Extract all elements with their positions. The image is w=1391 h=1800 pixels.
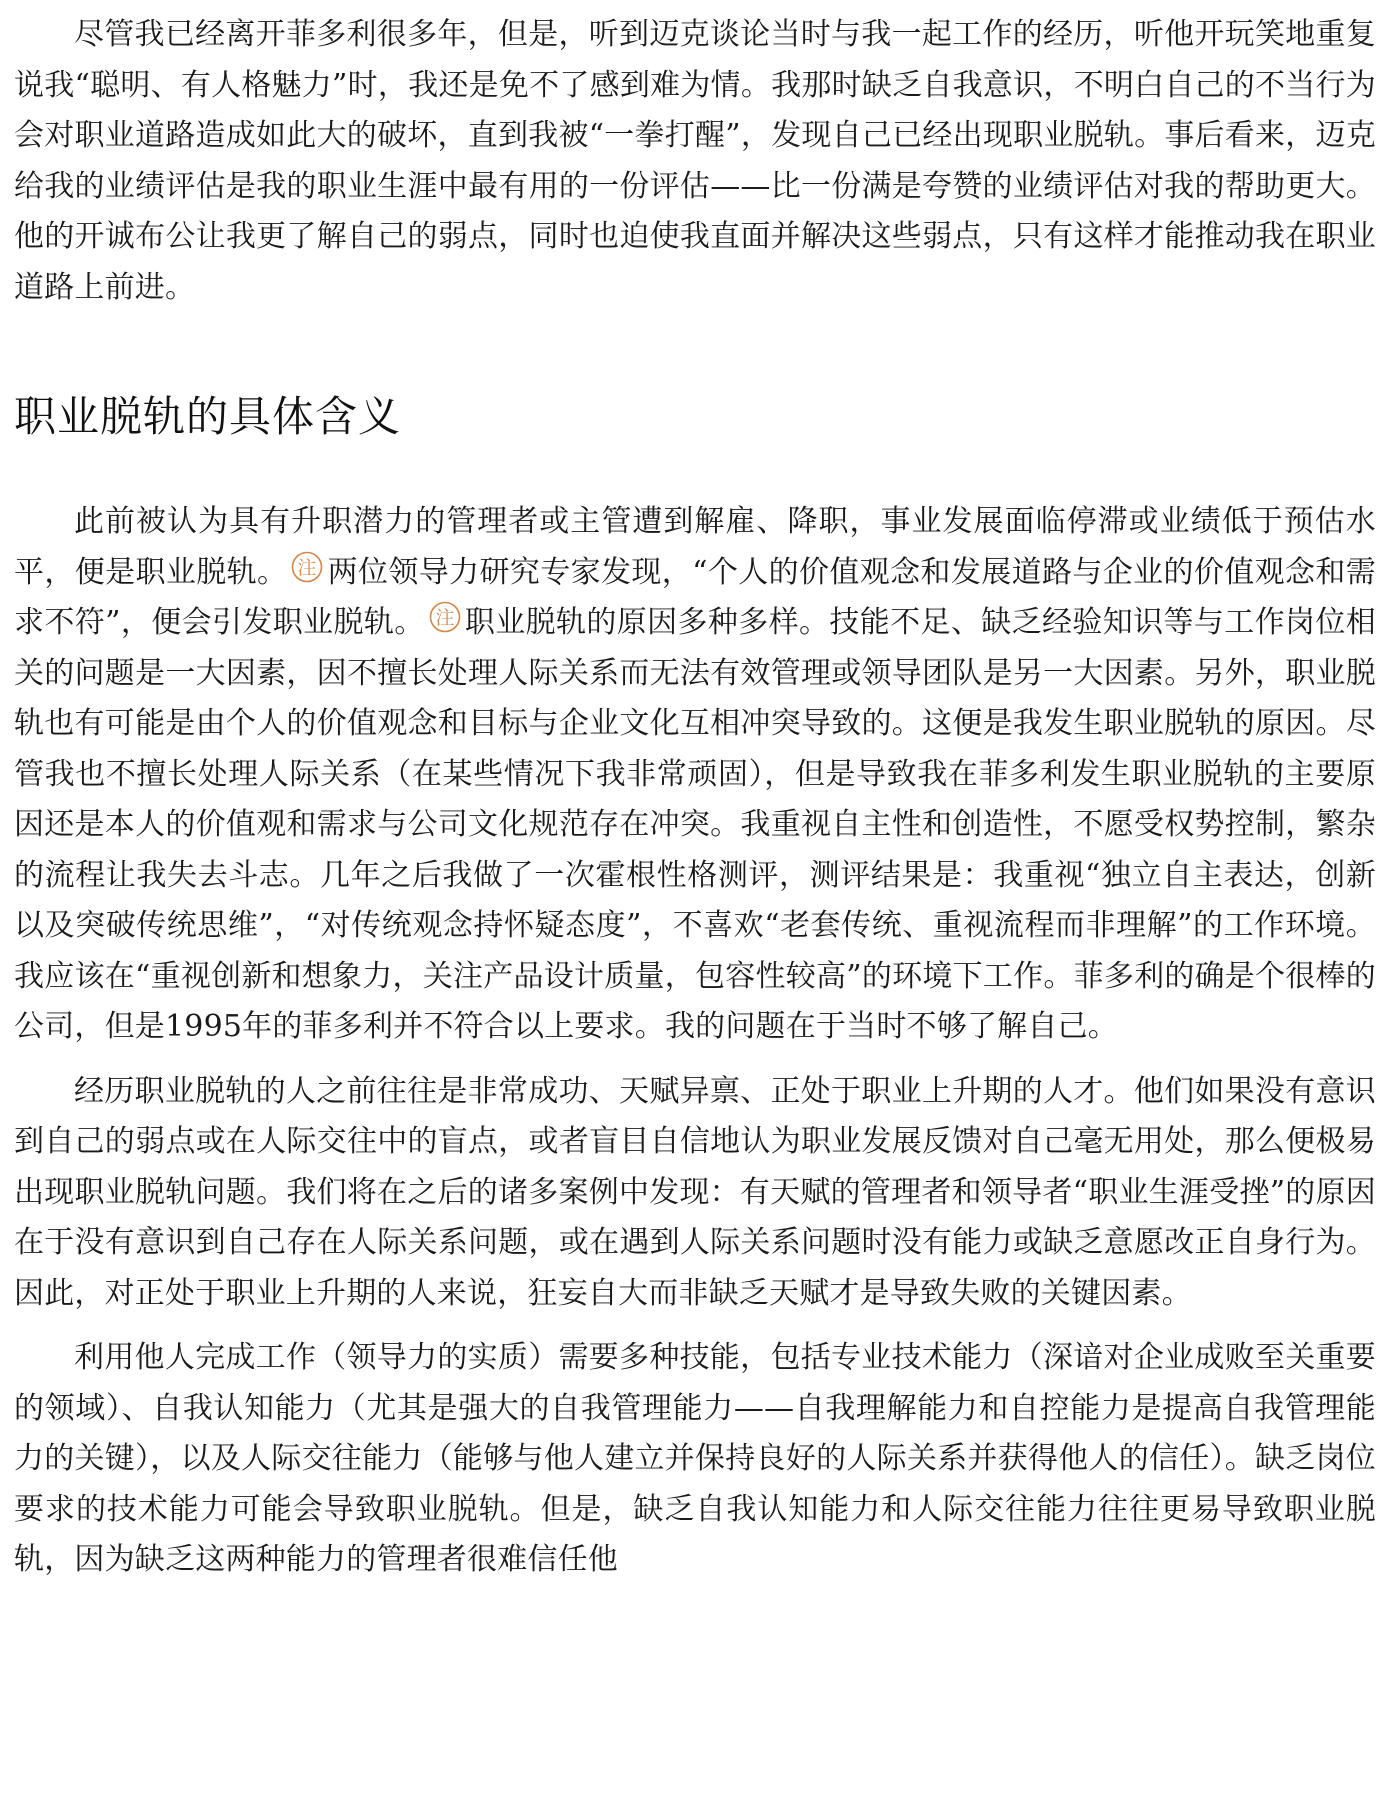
section-heading: 职业脱轨的具体含义 [14, 392, 402, 441]
paragraph-definition-part-3: 职业脱轨的原因多种多样。技能不足、缺乏经验知识等与工作岗位相关的问题是一大因素，因不擅长处理人际关系而无法有效管理或领导团队是另一大因素。另外，职业脱轨也有可能是由个人的价值观念和目标与企业文化互相冲突导致的。这便是我发生职业脱轨的原因。尽管我也不擅长处理人际关系（在某些情况下我非常顽固），但是导致我在菲多利发生职业脱轨的主要原因还是本人的价值观和需求与公司文化规范存在冲突。我重视自主性和创造性，不愿受权势控制，繁杂的流程让我失去斗志。几年之后我做了一次霍根性格测评，测评结果是：我重视“独立自主表达，创新以及突破传统思维”，“对传统观念持怀疑态度”，不喜欢“老套传统、重视流程而非理解”的工作环境。我应该在“重视创新和想象力，关注产品设计质量，包容性较高”的环境下工作。菲多利的确是个很棒的公司，但是1995年的菲多利并不符合以上要求。我的问题在于当时不够了解自己。 [14, 605, 1376, 1044]
footnote-marker-icon[interactable] [428, 600, 462, 634]
paragraph-definition-part-2: 两位领导力研究专家发现，“个人的价值观念和发展道路与企业的价值观念和需求不符”，便会引发职业脱轨。 [14, 554, 1376, 640]
paragraph-skills: 利用他人完成工作（领导力的实质）需要多种技能，包括专业技术能力（深谙对企业成败至关重要的领域）、自我认知能力（尤其是强大的自我管理能力——自我理解能力和自控能力是提高自我管理能力的关键），以及人际交往能力（能够与他人建立并保持良好的人际关系并获得他人的信任）。缺乏岗位要求的技术能力可能会导致职业脱轨。但是，缺乏自我认知能力和人际交往能力往往更易导致职业脱轨，因为缺乏这两种能力的管理者很难信任他 [14, 1340, 1376, 1577]
paragraph-definition-part-1: 此前被认为具有升职潜力的管理者或主管遭到解雇、降职，事业发展面临停滞或业绩低于预估水平，便是职业脱轨。 [14, 504, 1376, 590]
paragraph-definition [14, 497, 1376, 1053]
paragraph-derailers: 经历职业脱轨的人之前往往是非常成功、天赋异禀、正处于职业上升期的人才。他们如果没有意识到自己的弱点或在人际交往中的盲点，或者盲目自信地认为职业发展反馈对自己毫无用处，那么便极易出现职业脱轨问题。我们将在之后的诸多案例中发现：有天赋的管理者和领导者“职业生涯受挫”的原因在于没有意识到自己存在人际关系问题，或在遇到人际关系问题时没有能力或缺乏意愿改正自身行为。因此，对正处于职业上升期的人来说，狂妄自大而非缺乏天赋才是导致失败的关键因素。 [14, 1073, 1376, 1311]
footnote-marker-label: 注 [297, 556, 318, 579]
paragraph-intro: 尽管我已经离开菲多利很多年，但是，听到迈克谈论当时与我一起工作的经历，听他开玩笑地重复说我“聪明、有人格魅力”时，我还是免不了感到难为情。我那时缺乏自我意识，不明白自己的不当行为会对职业道路造成如此大的破坏，直到我被“一拳打醒”，发现自己已经出现职业脱轨。事后看来，迈克给我的业绩评估是我的职业生涯中最有用的一份评估——比一份满是夸赞的业绩评估对我的帮助更大。他的开诚布公让我更了解自己的弱点，同时也迫使我直面并解决这些弱点，只有这样才能推动我在职业道路上前进。 [14, 17, 1376, 305]
footnote-marker-icon[interactable] [290, 550, 324, 584]
footnote-marker-label: 注 [435, 607, 455, 629]
footnote-marker-icon-graphic [290, 550, 324, 584]
footnote-marker-icon-graphic [428, 600, 462, 634]
book-page [14, 10, 1376, 1586]
